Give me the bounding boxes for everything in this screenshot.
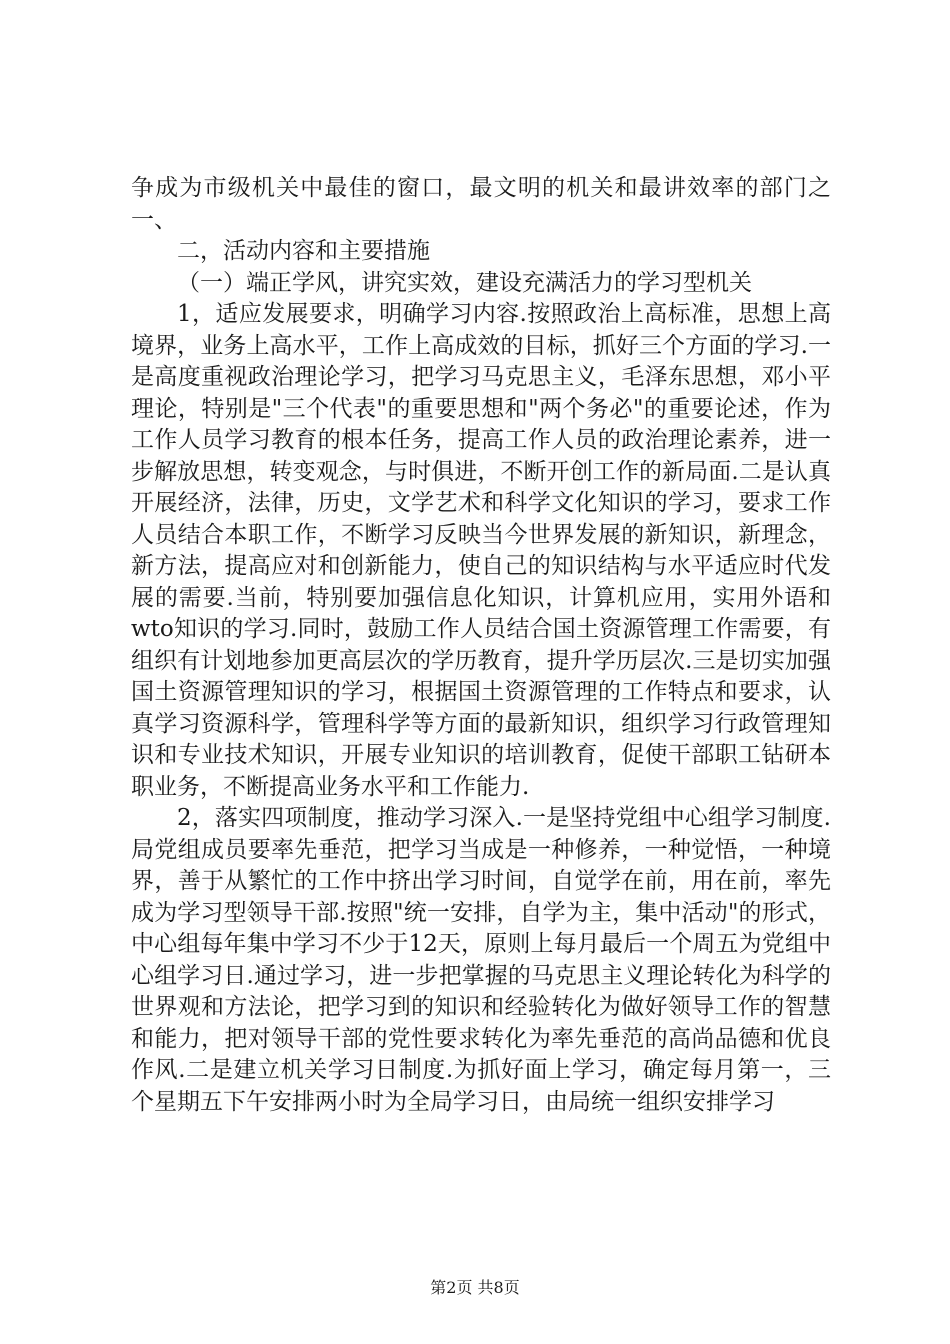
document-body [131,173,831,1118]
paragraph-continuation: 争成为市级机关中最佳的窗口，最文明的机关和最讲效率的部门之一、 [131,175,831,233]
subsection-heading: （一）端正学风，讲究实效，建设充满活力的学习型机关 [177,269,752,296]
section-heading: 二，活动内容和主要措施 [177,238,430,264]
paragraph-item-2: 2，落实四项制度，推动学习深入.一是坚持党组中心组学习制度.局党组成员要率先垂范，把学习当成是一种修养，一种觉悟，一种境界，善于从繁忙的工作中挤出学习时间，自觉学在前，用在前，率先成为学习型领导干部.按照"统一安排，自学为主，集中活动"的形式，中心组每年集中学习不少于12天，原则上每月最后一个周五为党组中心组学习日.通过学习，进一步把掌握的马克思主义理论转化为科学的世界观和方法论，把学习到的知识和经验转化为做好领导工作的智慧和能力，把对领导干部的党性要求转化为率先垂范的高尚品德和优良作风.二是建立机关学习日制度.为抓好面上学习，确定每月第一，三个星期五下午安排两小时为全局学习日，由局统一组织安排学习 [131,805,831,1115]
paragraph-item-1: 1，适应发展要求，明确学习内容.按照政治上高标准，思想上高境界，业务上高水平，工作上高成效的目标，抓好三个方面的学习.一是高度重视政治理论学习，把学习马克思主义，毛泽东思想，邓小平理论，特别是"三个代表"的重要思想和"两个务必"的重要论述，作为工作人员学习教育的根本任务，提高工作人员的政治理论素养，进一步解放思想，转变观念，与时俱进，不断开创工作的新局面.二是认真开展经济，法律，历史，文学艺术和科学文化知识的学习，要求工作人员结合本职工作，不断学习反映当今世界发展的新知识，新理念，新方法，提高应对和创新能力，使自己的知识结构与水平适应时代发展的需要.当前，特别要加强信息化知识，计算机应用，实用外语和wto知识的学习.同时，鼓励工作人员结合国土资源管理工作需要，有组织有计划地参加更高层次的学历教育，提升学历层次.三是切实加强国土资源管理知识的学习，根据国土资源管理的工作特点和要求，认真学习资源科学，管理科学等方面的最新知识，组织学习行政管理知识和专业技术知识，开展专业知识的培训教育，促使干部职工钻研本职业务，不断提高业务水平和工作能力. [131,301,831,800]
page-footer: 第2页 共8页 [430,1278,520,1297]
